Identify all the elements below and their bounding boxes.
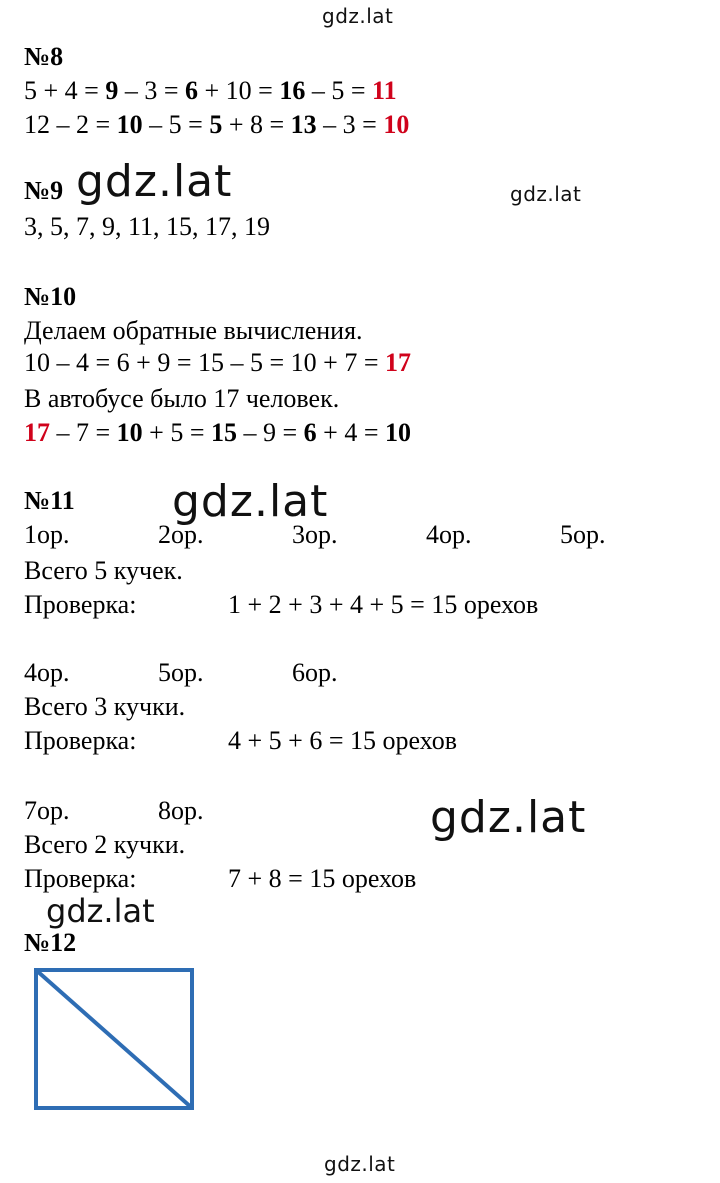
expr-result: 15 [211, 418, 237, 447]
expr-result: 5 [209, 110, 223, 139]
expr-part: + 4 = [316, 418, 385, 447]
pile-label: 3ор. [292, 520, 338, 549]
task12-title: №12 [24, 928, 77, 957]
expr-part: – 5 = [305, 76, 372, 105]
watermark-large-3: gdz.lat [430, 792, 587, 843]
expr-result: 13 [290, 110, 317, 139]
expr-part: 12 – 2 = [24, 110, 117, 139]
pile-label: 5ор. [158, 658, 204, 687]
expr-part: 10 – 4 = 6 + 9 = 15 – 5 = 10 + 7 = [24, 348, 385, 377]
expr-part: 5 + 4 = [24, 76, 106, 105]
check-label: Проверка: [24, 864, 137, 893]
pile-label: 7ор. [24, 796, 70, 825]
expr-result: 10 [116, 110, 143, 139]
watermark-large-2: gdz.lat [172, 476, 329, 527]
rectangle-diagonal-figure [34, 968, 194, 1110]
expr-part: – 9 = [237, 418, 304, 447]
expr-part: – 7 = [50, 418, 117, 447]
watermark-medium: gdz.lat [46, 892, 155, 930]
watermark-top: gdz.lat [322, 4, 394, 28]
check-expr: 4 + 5 + 6 = 15 орехов [228, 726, 457, 755]
pile-label: 5ор. [560, 520, 606, 549]
task11-title: №11 [24, 486, 75, 515]
expr-result: 10 [385, 418, 411, 447]
expr-part: + 8 = [222, 110, 291, 139]
expr-part: – 3 = [316, 110, 384, 139]
task10-title: №10 [24, 282, 77, 311]
task10-line3: В автобусе было 17 человек. [24, 384, 340, 413]
expr-result: 6 [185, 76, 198, 105]
answer: 10 [383, 110, 410, 139]
pile-label: 4ор. [426, 520, 472, 549]
task10-line4 [24, 418, 411, 448]
expr-result: 10 [116, 418, 143, 447]
expr-part: + 10 = [198, 76, 280, 105]
expr-result: 16 [279, 76, 306, 105]
expr-part: – 3 = [118, 76, 185, 105]
task9-title: №9 [24, 176, 64, 205]
pile-label: 8ор. [158, 796, 204, 825]
total-line: Всего 5 кучек. [24, 556, 183, 585]
check-label: Проверка: [24, 726, 137, 755]
diagonal-line [36, 970, 192, 1108]
task8-line1 [24, 76, 397, 106]
answer: 17 [384, 348, 411, 377]
expr-part: – 5 = [142, 110, 210, 139]
watermark-small-right: gdz.lat [510, 182, 582, 206]
answer: 11 [372, 76, 397, 105]
task10-line2 [24, 348, 411, 378]
task8-title: №8 [24, 42, 64, 71]
answer-start: 17 [24, 418, 50, 447]
check-expr: 7 + 8 = 15 орехов [228, 864, 417, 893]
check-expr: 1 + 2 + 3 + 4 + 5 = 15 орехов [228, 590, 539, 619]
check-label: Проверка: [24, 590, 137, 619]
task8-line2 [24, 110, 409, 140]
watermark-bottom: gdz.lat [324, 1152, 396, 1176]
expr-result: 9 [105, 76, 119, 105]
expr-result: 6 [303, 418, 317, 447]
pile-label: 1ор. [24, 520, 70, 549]
total-line: Всего 2 кучки. [24, 830, 186, 859]
task9-line: 3, 5, 7, 9, 11, 15, 17, 19 [24, 212, 271, 241]
pile-label: 2ор. [158, 520, 204, 549]
expr-part: + 5 = [142, 418, 211, 447]
pile-label: 6ор. [292, 658, 338, 687]
watermark-large-1: gdz.lat [76, 156, 233, 207]
task10-line1: Делаем обратные вычисления. [24, 316, 363, 345]
pile-label: 4ор. [24, 658, 70, 687]
total-line: Всего 3 кучки. [24, 692, 186, 721]
